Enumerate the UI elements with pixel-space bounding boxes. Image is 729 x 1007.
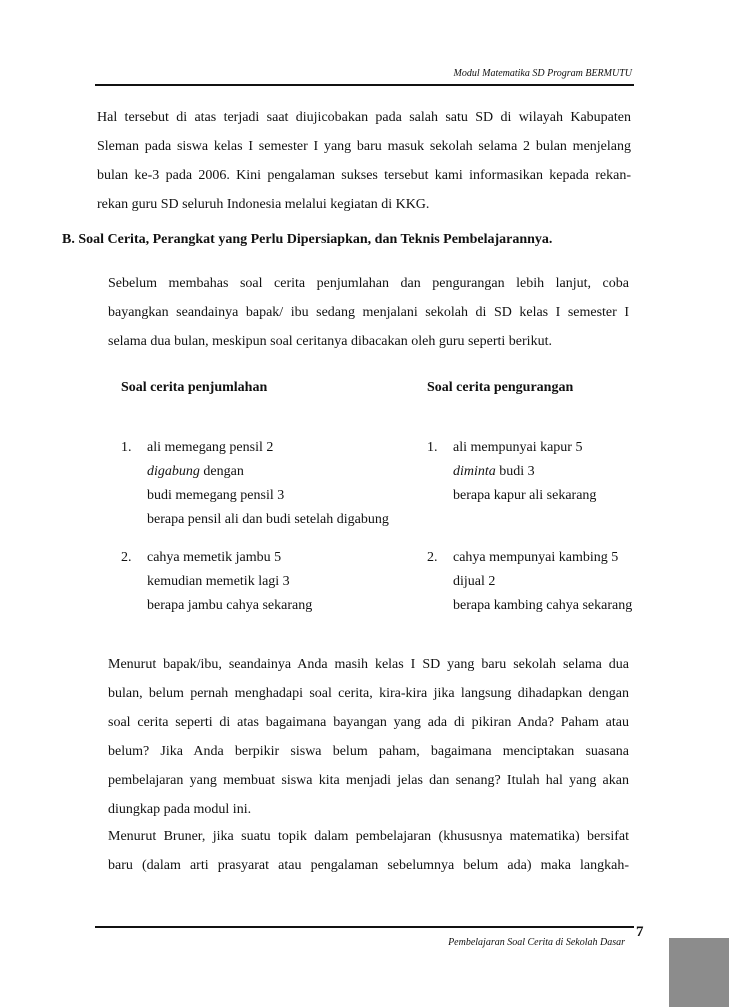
subtraction-column-heading: Soal cerita pengurangan <box>427 380 574 395</box>
intro-paragraph <box>97 103 631 219</box>
item-line: dengan <box>199 464 244 479</box>
addition-example-1 <box>121 436 389 532</box>
paragraph-line: Sleman pada siswa kelas I semester I yang baru masuk sekolah selama 2 bulan menjelang <box>97 139 631 154</box>
item-line: budi memegang pensil 3 <box>147 488 285 503</box>
item-line-emphasis: diminta <box>453 464 496 479</box>
page-tab-block <box>669 938 729 1007</box>
item-number: 1. <box>427 440 438 455</box>
item-line: berapa pensil ali dan budi setelah digabung <box>147 512 389 527</box>
item-line: berapa kambing cahya sekarang <box>453 598 633 613</box>
bruner-paragraph <box>108 822 629 880</box>
item-line: budi 3 <box>495 464 535 479</box>
item-line: berapa jambu cahya sekarang <box>147 598 313 613</box>
reflection-paragraph <box>108 650 629 824</box>
paragraph-line: baru (dalam arti prasyarat atau pengalaman sebelumnya belum ada) maka langkah- <box>108 858 629 873</box>
item-line: dijual 2 <box>453 574 496 589</box>
paragraph-line: rekan guru SD seluruh Indonesia melalui kegiatan di KKG. <box>97 197 430 212</box>
paragraph-line: bulan ke-3 pada 2006. Kini pengalaman sukses tersebut kami informasikan kepada rekan- <box>97 168 631 183</box>
item-line: cahya memetik jambu 5 <box>147 550 282 565</box>
item-line-emphasis: digabung <box>147 464 200 479</box>
paragraph-line: bayangkan seandainya bapak/ ibu sedang menjalani sekolah di SD kelas I semester I <box>108 305 629 320</box>
section-b-paragraph <box>108 269 629 356</box>
header-rule <box>95 84 634 86</box>
item-line: kemudian memetik lagi 3 <box>147 574 290 589</box>
item-number: 2. <box>427 550 438 565</box>
item-line: cahya mempunyai kambing 5 <box>453 550 619 565</box>
running-header: Modul Matematika SD Program BERMUTU <box>453 68 632 79</box>
section-heading: B. Soal Cerita, Perangkat yang Perlu Dipersiapkan, dan Teknis Pembelajarannya. <box>62 232 553 247</box>
paragraph-line: bulan, belum pernah menghadapi soal cerita, kira-kira jika langsung dihadapkan dengan <box>108 686 629 701</box>
running-footer: Pembelajaran Soal Cerita di Sekolah Dasar <box>448 937 625 948</box>
addition-column-heading: Soal cerita penjumlahan <box>121 380 268 395</box>
footer-rule <box>95 926 634 928</box>
paragraph-line: Hal tersebut di atas terjadi saat diujicobakan pada salah satu SD di wilayah Kabupaten <box>97 110 631 125</box>
addition-example-2 <box>121 546 312 618</box>
item-line: ali memegang pensil 2 <box>147 440 274 455</box>
item-number: 2. <box>121 550 132 565</box>
paragraph-line: Menurut bapak/ibu, seandainya Anda masih kelas I SD yang baru sekolah selama dua <box>108 657 629 672</box>
paragraph-line: Sebelum membahas soal cerita penjumlahan dan pengurangan lebih lanjut, coba <box>108 276 629 291</box>
subtraction-example-1 <box>427 436 596 508</box>
paragraph-line: diungkap pada modul ini. <box>108 802 252 817</box>
item-line: ali mempunyai kapur 5 <box>453 440 583 455</box>
subtraction-example-2 <box>427 546 632 618</box>
paragraph-line: pembelajaran yang membuat siswa kita menjadi jelas dan senang? Itulah hal yang akan <box>108 773 629 788</box>
item-number: 1. <box>121 440 132 455</box>
paragraph-line: selama dua bulan, meskipun soal ceritanya dibacakan oleh guru seperti berikut. <box>108 334 552 349</box>
page-number: 7 <box>636 924 644 940</box>
paragraph-line: soal cerita seperti di atas bagaimana bayangan yang ada di pikiran Anda? Paham atau <box>108 715 629 730</box>
paragraph-line: Menurut Bruner, jika suatu topik dalam pembelajaran (khususnya matematika) bersifat <box>108 829 629 844</box>
paragraph-line: belum? Jika Anda berpikir siswa belum paham, bagaimana menciptakan suasana <box>108 744 629 759</box>
item-line: berapa kapur ali sekarang <box>453 488 597 503</box>
